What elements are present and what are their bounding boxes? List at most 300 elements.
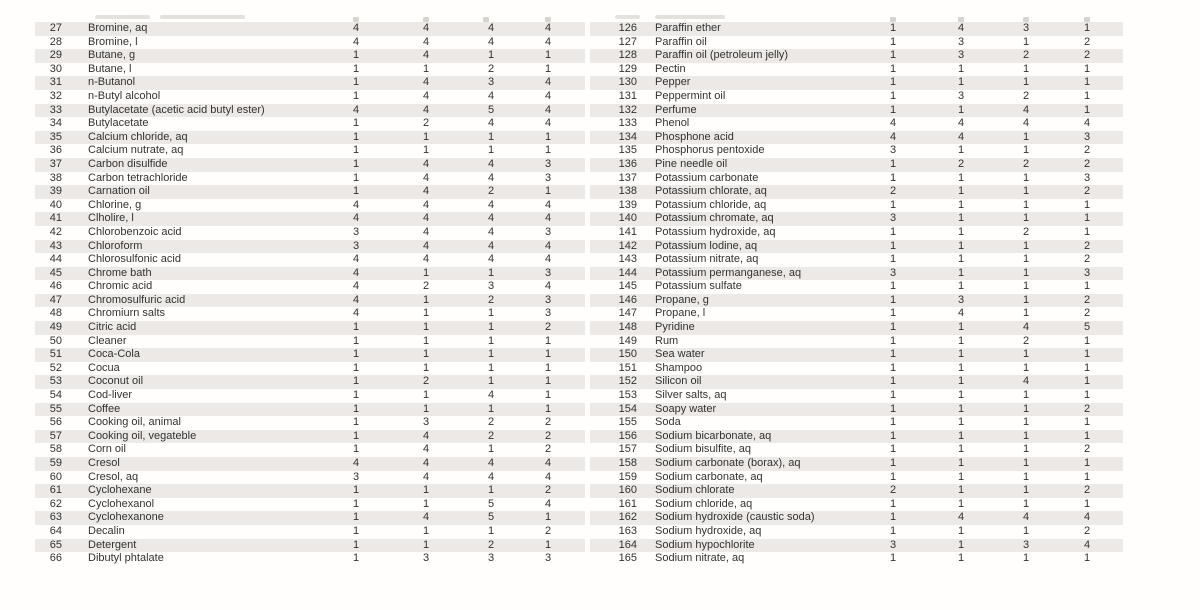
rating-value: 4 xyxy=(957,130,965,143)
table-row xyxy=(35,172,585,186)
rating-value: 1 xyxy=(1022,293,1030,306)
row-number: 137 xyxy=(618,171,637,184)
substance-name: Phosphone acid xyxy=(655,130,734,143)
rating-value: 1 xyxy=(1022,130,1030,143)
rating-value: 1 xyxy=(1083,361,1091,374)
substance-name: Butylacetate (acetic acid butyl ester) xyxy=(88,103,265,116)
row-number: 49 xyxy=(49,321,62,334)
rating-value: 4 xyxy=(487,171,495,184)
rating-value: 1 xyxy=(487,348,495,361)
table-row xyxy=(35,525,585,539)
rating-value: 1 xyxy=(889,348,897,361)
rating-value: 1 xyxy=(957,375,965,388)
rating-value: 4 xyxy=(422,22,430,34)
rating-value: 1 xyxy=(544,538,552,551)
rating-value: 1 xyxy=(422,307,430,320)
table-row xyxy=(35,539,585,553)
rating-value: 4 xyxy=(422,239,430,252)
table-row xyxy=(590,144,1123,158)
row-number: 132 xyxy=(618,103,637,116)
substance-name: Carbon disulfide xyxy=(88,157,168,170)
rating-value: 4 xyxy=(352,280,360,293)
substance-name: Sodium nitrate, aq xyxy=(655,552,745,565)
substance-name: Sodium chloride, aq xyxy=(655,497,753,510)
row-number: 138 xyxy=(618,185,637,198)
row-number: 139 xyxy=(618,198,637,211)
row-number: 33 xyxy=(49,103,62,116)
rating-value: 4 xyxy=(352,293,360,306)
rating-value: 1 xyxy=(1083,497,1091,510)
row-number: 135 xyxy=(618,144,637,157)
faded-digit-fragment xyxy=(958,17,964,22)
rating-value: 2 xyxy=(544,429,552,442)
rating-value: 1 xyxy=(352,334,360,347)
table-row xyxy=(590,457,1123,471)
substance-name: Pepper xyxy=(655,76,691,89)
row-number: 28 xyxy=(49,35,62,48)
rating-value: 1 xyxy=(889,35,897,48)
rating-value: 1 xyxy=(422,62,430,75)
rating-value: 1 xyxy=(1022,457,1030,469)
rating-value: 1 xyxy=(1022,35,1030,48)
substance-name: Coca-Cola xyxy=(88,348,140,361)
substance-name: Potassium hydroxide, aq xyxy=(655,225,776,238)
table-row xyxy=(590,280,1123,294)
rating-value: 2 xyxy=(487,429,495,442)
substance-name: Dibutyl phtalate xyxy=(88,552,164,565)
rating-value: 1 xyxy=(1083,334,1091,347)
substance-name: Paraffin oil (petroleum jelly) xyxy=(655,49,789,62)
table-row xyxy=(35,117,585,131)
rating-value: 1 xyxy=(1083,62,1091,75)
substance-name: Sodium bicarbonate, aq xyxy=(655,429,772,442)
rating-value: 3 xyxy=(544,225,552,238)
rating-value: 4 xyxy=(422,171,430,184)
rating-value: 1 xyxy=(352,429,360,442)
rating-value: 4 xyxy=(422,470,430,483)
substance-name: Sodium hydroxide, aq xyxy=(655,524,762,537)
rating-value: 1 xyxy=(957,62,965,75)
table-row xyxy=(590,307,1123,321)
rating-value: 1 xyxy=(352,484,360,497)
rating-value: 1 xyxy=(957,416,965,429)
rating-value: 1 xyxy=(1022,552,1030,565)
rating-value: 2 xyxy=(544,321,552,334)
rating-value: 4 xyxy=(544,103,552,116)
rating-value: 3 xyxy=(957,89,965,102)
table-row xyxy=(590,131,1123,145)
rating-value: 4 xyxy=(422,443,430,456)
table-row xyxy=(590,348,1123,362)
row-number: 140 xyxy=(618,212,637,225)
substance-name: Decalin xyxy=(88,524,125,537)
rating-value: 1 xyxy=(889,49,897,62)
rating-value: 3 xyxy=(544,266,552,279)
rating-value: 4 xyxy=(422,511,430,524)
rating-value: 4 xyxy=(544,280,552,293)
row-number: 45 xyxy=(49,266,62,279)
rating-value: 1 xyxy=(422,389,430,402)
table-row xyxy=(590,104,1123,118)
rating-value: 3 xyxy=(487,280,495,293)
faded-text-fragment xyxy=(615,15,640,19)
rating-value: 1 xyxy=(889,103,897,116)
substance-name: Silver salts, aq xyxy=(655,389,727,402)
rating-value: 4 xyxy=(487,389,495,402)
rating-value: 1 xyxy=(889,76,897,89)
rating-value: 1 xyxy=(352,443,360,456)
row-number: 162 xyxy=(618,511,637,524)
rating-value: 4 xyxy=(1022,117,1030,130)
row-number: 51 xyxy=(49,348,62,361)
row-number: 60 xyxy=(49,470,62,483)
row-number: 160 xyxy=(618,484,637,497)
rating-value: 4 xyxy=(422,89,430,102)
substance-name: Chlorine, g xyxy=(88,198,142,211)
substance-name: Chloroform xyxy=(88,239,143,252)
row-number: 36 xyxy=(49,144,62,157)
row-number: 66 xyxy=(49,552,62,565)
substance-name: Sodium bisulfite, aq xyxy=(655,443,751,456)
row-number: 52 xyxy=(49,361,62,374)
rating-value: 1 xyxy=(957,144,965,157)
table-row xyxy=(590,403,1123,417)
rating-value: 1 xyxy=(1083,89,1091,102)
rating-value: 1 xyxy=(889,389,897,402)
rating-value: 1 xyxy=(1022,307,1030,320)
substance-name: Corn oil xyxy=(88,443,126,456)
rating-value: 1 xyxy=(487,375,495,388)
rating-value: 4 xyxy=(487,117,495,130)
rating-value: 1 xyxy=(1022,198,1030,211)
table-row xyxy=(35,307,585,321)
rating-value: 3 xyxy=(1083,130,1091,143)
rating-value: 4 xyxy=(422,76,430,89)
table-row xyxy=(590,267,1123,281)
substance-name: Peppermint oil xyxy=(655,89,726,102)
rating-value: 1 xyxy=(957,225,965,238)
rating-value: 1 xyxy=(544,348,552,361)
rating-value: 1 xyxy=(889,198,897,211)
substance-name: Sodium chlorate xyxy=(655,484,735,497)
substance-name: Chromiurn salts xyxy=(88,307,166,320)
substance-name: Chrome bath xyxy=(88,266,152,279)
substance-name: Cooking oil, animal xyxy=(88,416,181,429)
rating-value: 1 xyxy=(957,198,965,211)
rating-value: 2 xyxy=(487,62,495,75)
substance-name: Potassium chloride, aq xyxy=(655,198,767,211)
row-number: 62 xyxy=(49,497,62,510)
rating-value: 1 xyxy=(957,171,965,184)
table-row xyxy=(35,158,585,172)
rating-value: 1 xyxy=(487,321,495,334)
rating-value: 1 xyxy=(1022,144,1030,157)
table-row xyxy=(35,362,585,376)
rating-value: 3 xyxy=(352,239,360,252)
table-row xyxy=(590,416,1123,430)
rating-value: 1 xyxy=(1022,524,1030,537)
table-row xyxy=(35,416,585,430)
substance-name: Butane, l xyxy=(88,62,132,75)
row-number: 154 xyxy=(618,402,637,415)
table-row xyxy=(590,321,1123,335)
substance-name: Pine needle oil xyxy=(655,157,728,170)
table-row xyxy=(35,443,585,457)
table-row xyxy=(590,525,1123,539)
rating-value: 3 xyxy=(957,293,965,306)
rating-value: 4 xyxy=(544,35,552,48)
substance-name: n-Butyl alcohol xyxy=(88,89,161,102)
rating-value: 1 xyxy=(422,538,430,551)
substance-name: Sodium carbonate (borax), aq xyxy=(655,457,801,469)
rating-value: 4 xyxy=(352,35,360,48)
table-row xyxy=(35,457,585,471)
rating-value: 1 xyxy=(352,524,360,537)
row-number: 148 xyxy=(618,321,637,334)
rating-value: 4 xyxy=(889,130,897,143)
rating-value: 2 xyxy=(1083,185,1091,198)
rating-value: 1 xyxy=(487,266,495,279)
right-table-rows xyxy=(590,22,1123,566)
rating-value: 4 xyxy=(352,103,360,116)
rating-value: 1 xyxy=(352,321,360,334)
row-number: 163 xyxy=(618,524,637,537)
table-row xyxy=(35,511,585,525)
rating-value: 3 xyxy=(487,76,495,89)
table-row xyxy=(590,185,1123,199)
substance-name: Potassium sulfate xyxy=(655,280,742,293)
rating-value: 2 xyxy=(487,185,495,198)
rating-value: 2 xyxy=(1083,293,1091,306)
rating-value: 1 xyxy=(422,361,430,374)
substance-name: Pyridine xyxy=(655,321,695,334)
table-row xyxy=(590,294,1123,308)
rating-value: 2 xyxy=(1083,484,1091,497)
rating-value: 1 xyxy=(957,103,965,116)
rating-value: 2 xyxy=(957,157,965,170)
rating-value: 4 xyxy=(422,49,430,62)
table-row xyxy=(590,552,1123,566)
rating-value: 3 xyxy=(544,157,552,170)
table-row xyxy=(35,76,585,90)
rating-value: 4 xyxy=(422,35,430,48)
rating-value: 2 xyxy=(422,280,430,293)
rating-value: 4 xyxy=(422,198,430,211)
rating-value: 4 xyxy=(544,212,552,225)
substance-name: Phenol xyxy=(655,117,690,130)
table-row xyxy=(590,22,1123,36)
table-row xyxy=(590,63,1123,77)
rating-value: 1 xyxy=(544,185,552,198)
rating-value: 4 xyxy=(422,429,430,442)
table-row xyxy=(35,90,585,104)
rating-value: 1 xyxy=(352,62,360,75)
row-number: 126 xyxy=(618,22,637,34)
substance-name: Chromic acid xyxy=(88,280,153,293)
rating-value: 1 xyxy=(1083,552,1091,565)
rating-value: 3 xyxy=(544,552,552,565)
row-number: 143 xyxy=(618,253,637,266)
rating-value: 2 xyxy=(422,375,430,388)
row-number: 133 xyxy=(618,117,637,130)
row-number: 158 xyxy=(618,457,637,469)
faded-digit-fragment xyxy=(423,17,429,22)
rating-value: 4 xyxy=(487,198,495,211)
faded-text-fragment xyxy=(95,15,150,19)
rating-value: 1 xyxy=(889,171,897,184)
row-number: 141 xyxy=(618,225,637,238)
rating-value: 1 xyxy=(1022,348,1030,361)
rating-value: 1 xyxy=(1083,212,1091,225)
rating-value: 3 xyxy=(889,538,897,551)
rating-value: 1 xyxy=(544,361,552,374)
substance-name: Propane, l xyxy=(655,307,706,320)
row-number: 164 xyxy=(618,538,637,551)
rating-value: 4 xyxy=(352,307,360,320)
rating-value: 1 xyxy=(544,375,552,388)
rating-value: 4 xyxy=(352,266,360,279)
rating-value: 1 xyxy=(1022,484,1030,497)
row-number: 44 xyxy=(49,253,62,266)
row-number: 59 xyxy=(49,457,62,469)
rating-value: 2 xyxy=(544,484,552,497)
rating-value: 2 xyxy=(1083,524,1091,537)
rating-value: 1 xyxy=(422,484,430,497)
row-number: 147 xyxy=(618,307,637,320)
rating-value: 1 xyxy=(352,185,360,198)
rating-value: 1 xyxy=(352,375,360,388)
rating-value: 3 xyxy=(544,307,552,320)
rating-value: 1 xyxy=(352,348,360,361)
rating-value: 4 xyxy=(544,22,552,34)
rating-value: 3 xyxy=(352,470,360,483)
rating-value: 1 xyxy=(957,457,965,469)
rating-value: 1 xyxy=(352,117,360,130)
rating-value: 1 xyxy=(889,239,897,252)
rating-value: 1 xyxy=(889,470,897,483)
rating-value: 2 xyxy=(889,484,897,497)
rating-value: 1 xyxy=(1022,253,1030,266)
rating-value: 1 xyxy=(487,484,495,497)
rating-value: 1 xyxy=(487,49,495,62)
rating-value: 1 xyxy=(544,389,552,402)
table-row xyxy=(35,144,585,158)
rating-value: 1 xyxy=(957,348,965,361)
rating-value: 4 xyxy=(1083,117,1091,130)
rating-value: 4 xyxy=(889,117,897,130)
substance-name: Soda xyxy=(655,416,681,429)
rating-value: 1 xyxy=(1083,225,1091,238)
table-row xyxy=(35,104,585,118)
rating-value: 1 xyxy=(957,402,965,415)
faded-digit-fragment xyxy=(483,17,489,22)
rating-value: 3 xyxy=(422,416,430,429)
rating-value: 3 xyxy=(544,293,552,306)
row-number: 136 xyxy=(618,157,637,170)
faded-text-fragment xyxy=(160,15,245,19)
substance-name: Calcium nutrate, aq xyxy=(88,144,184,157)
rating-value: 1 xyxy=(1083,22,1091,34)
faded-digit-fragment xyxy=(890,17,896,22)
row-number: 152 xyxy=(618,375,637,388)
rating-value: 1 xyxy=(422,348,430,361)
table-row xyxy=(35,36,585,50)
rating-value: 1 xyxy=(1022,212,1030,225)
rating-value: 1 xyxy=(957,389,965,402)
rating-value: 1 xyxy=(957,497,965,510)
rating-value: 4 xyxy=(544,198,552,211)
rating-value: 1 xyxy=(957,524,965,537)
table-row xyxy=(35,63,585,77)
rating-value: 4 xyxy=(352,198,360,211)
row-number: 54 xyxy=(49,389,62,402)
rating-value: 1 xyxy=(352,130,360,143)
row-number: 130 xyxy=(618,76,637,89)
rating-value: 4 xyxy=(1022,375,1030,388)
substance-name: Cocua xyxy=(88,361,120,374)
rating-value: 5 xyxy=(1083,321,1091,334)
table-row xyxy=(590,511,1123,525)
rating-value: 4 xyxy=(544,117,552,130)
table-row xyxy=(590,471,1123,485)
rating-value: 1 xyxy=(352,171,360,184)
table-row xyxy=(35,49,585,63)
table-row xyxy=(35,375,585,389)
table-row xyxy=(590,172,1123,186)
table-row xyxy=(590,430,1123,444)
row-number: 27 xyxy=(49,22,62,34)
substance-name: Cyclohexanone xyxy=(88,511,164,524)
rating-value: 1 xyxy=(352,497,360,510)
table-row xyxy=(35,484,585,498)
rating-value: 1 xyxy=(352,538,360,551)
table-row xyxy=(590,158,1123,172)
row-number: 134 xyxy=(618,130,637,143)
rating-value: 1 xyxy=(422,402,430,415)
table-row xyxy=(35,294,585,308)
rating-value: 4 xyxy=(544,457,552,469)
rating-value: 1 xyxy=(352,361,360,374)
substance-name: Propane, g xyxy=(655,293,709,306)
substance-name: Bromine, l xyxy=(88,35,138,48)
rating-value: 2 xyxy=(889,185,897,198)
rating-value: 4 xyxy=(487,225,495,238)
rating-value: 4 xyxy=(544,76,552,89)
substance-name: Potassium permanganese, aq xyxy=(655,266,802,279)
table-row xyxy=(35,240,585,254)
faded-digit-fragment xyxy=(353,17,359,22)
substance-name: Coffee xyxy=(88,402,121,415)
rating-value: 1 xyxy=(957,266,965,279)
substance-name: Carnation oil xyxy=(88,185,150,198)
rating-value: 1 xyxy=(889,429,897,442)
rating-value: 3 xyxy=(1022,22,1030,34)
row-number: 150 xyxy=(618,348,637,361)
rating-value: 1 xyxy=(1022,389,1030,402)
faded-digit-fragment xyxy=(1023,17,1029,22)
rating-value: 4 xyxy=(487,457,495,469)
rating-value: 4 xyxy=(544,470,552,483)
rating-value: 1 xyxy=(1022,76,1030,89)
row-number: 149 xyxy=(618,334,637,347)
substance-name: Bromine, aq xyxy=(88,22,148,34)
row-number: 64 xyxy=(49,524,62,537)
rating-value: 1 xyxy=(1083,429,1091,442)
rating-value: 1 xyxy=(1022,239,1030,252)
rating-value: 4 xyxy=(422,225,430,238)
rating-value: 1 xyxy=(889,280,897,293)
rating-value: 2 xyxy=(1083,253,1091,266)
